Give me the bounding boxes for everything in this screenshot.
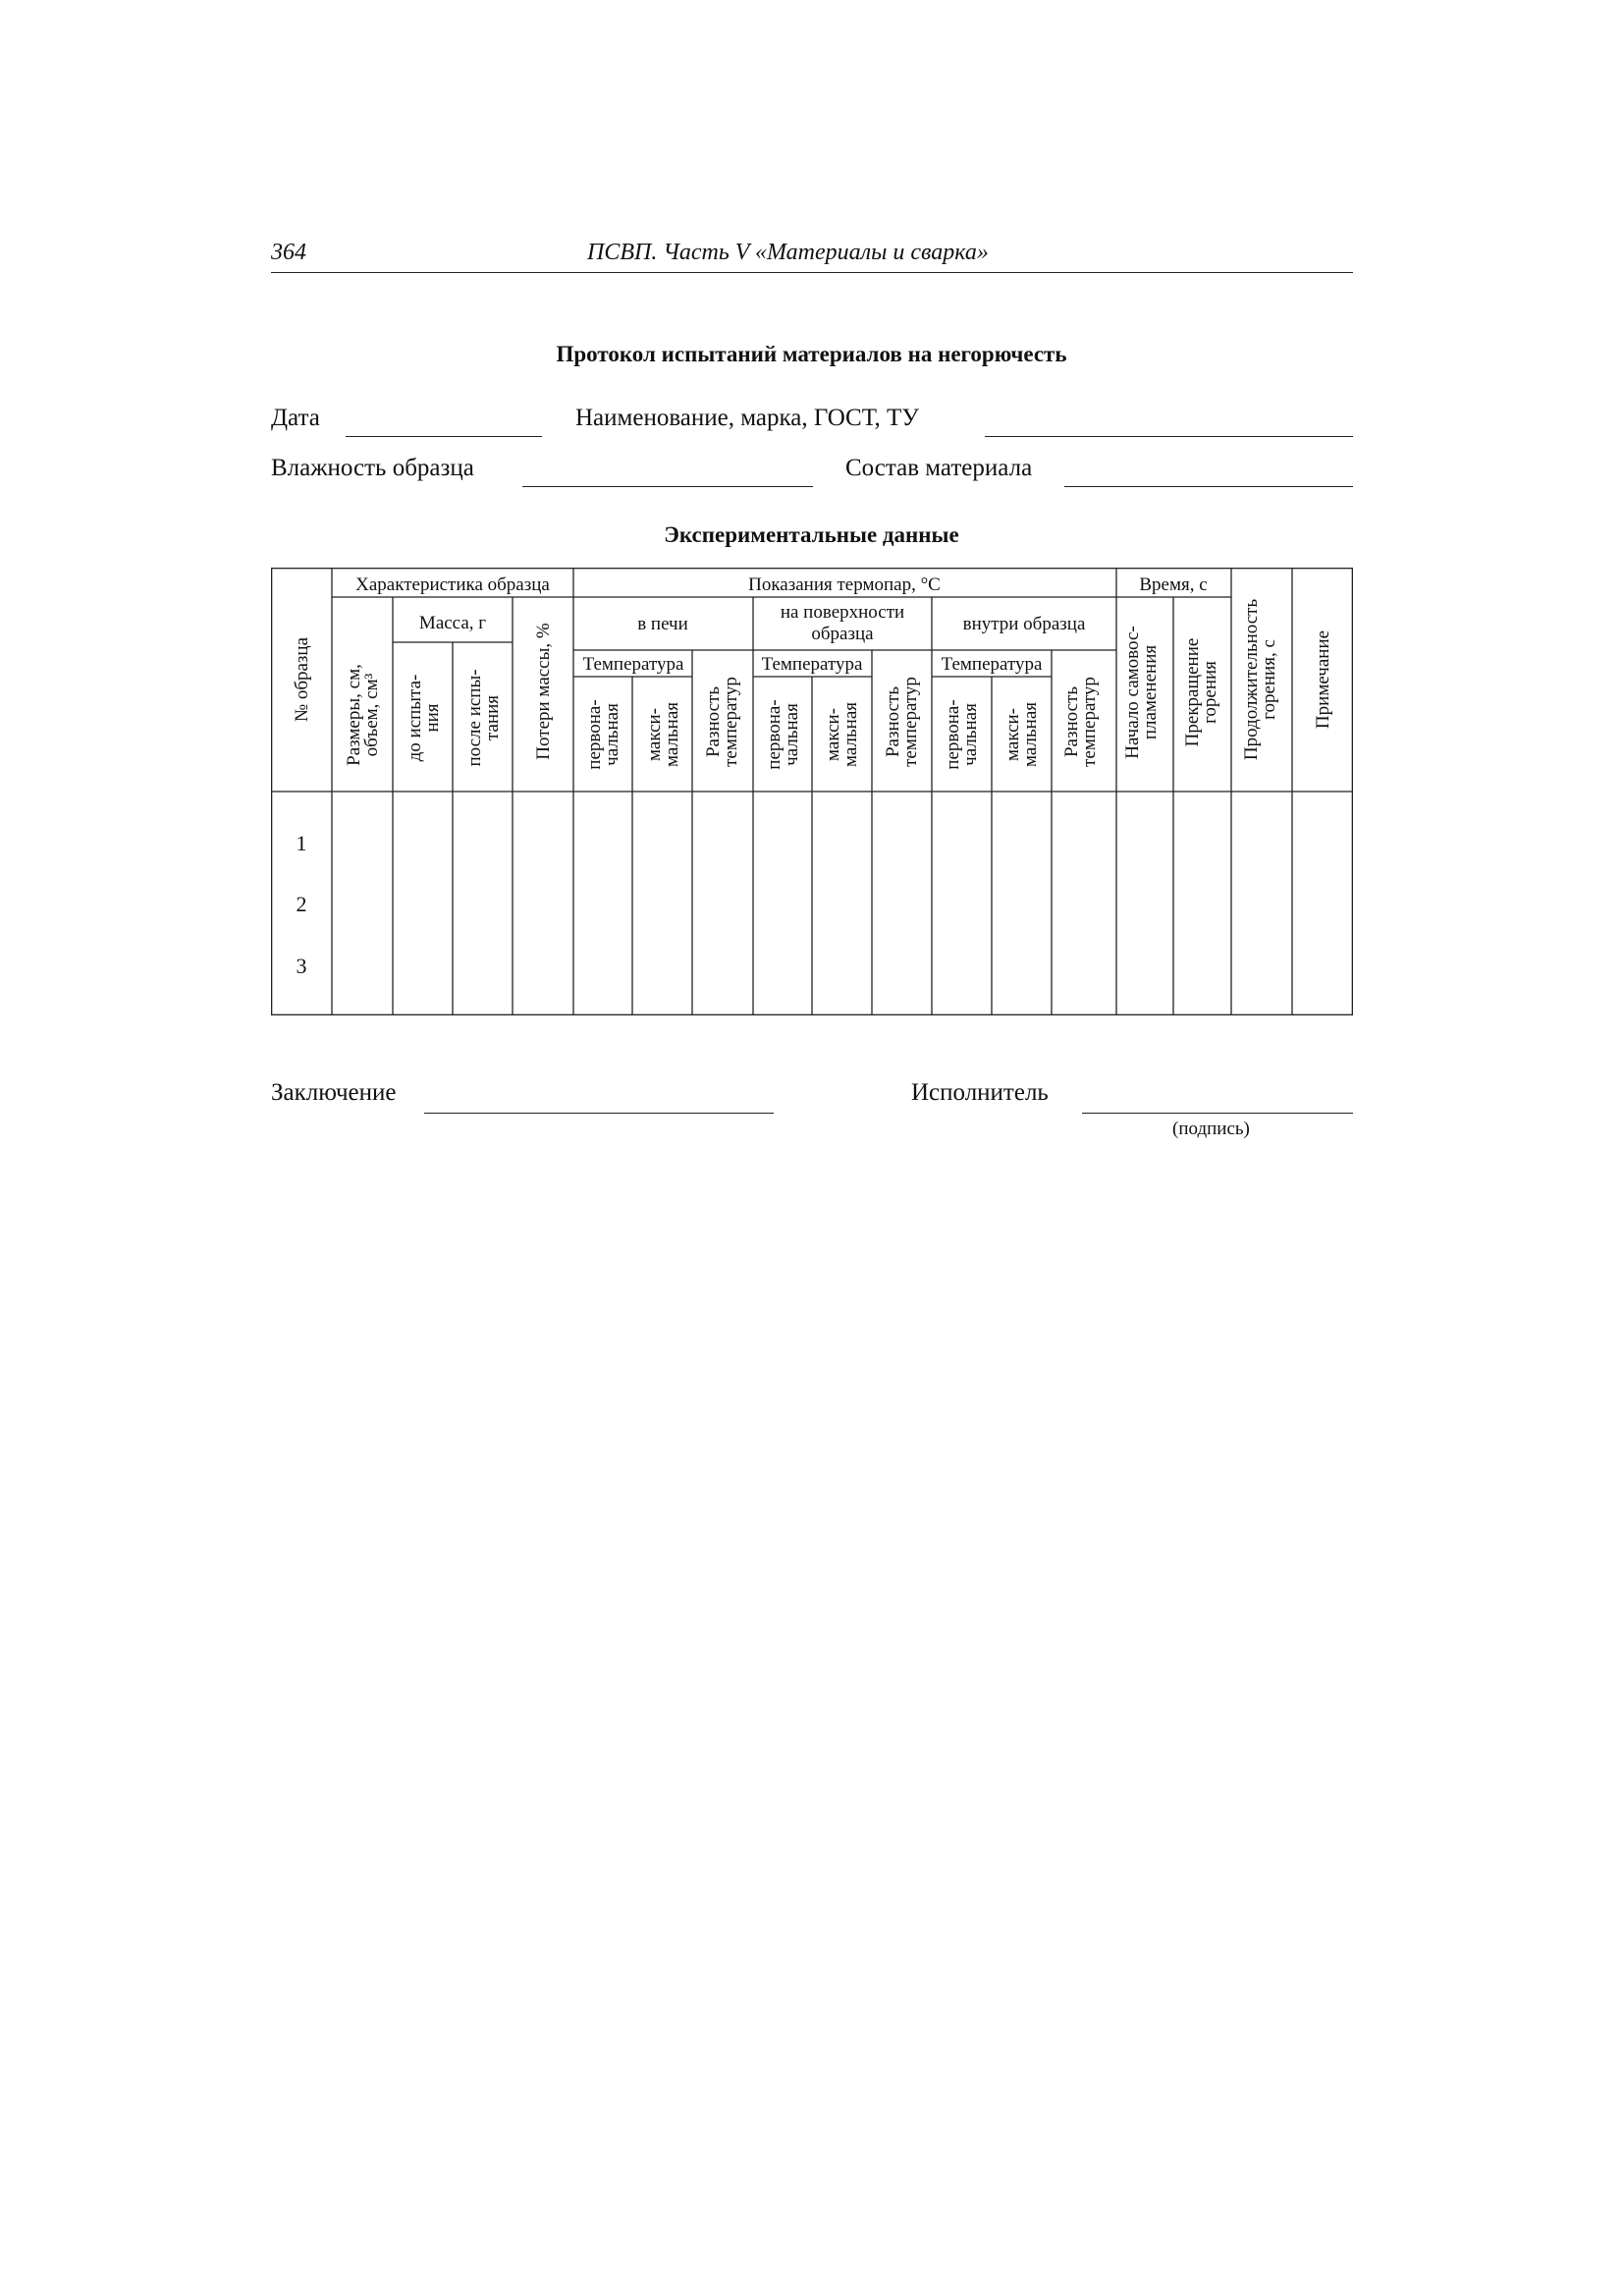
temperature-header-surface: Температура <box>761 654 863 675</box>
oven-diff-line1: Разность <box>703 685 724 758</box>
row-number-1: 1 <box>296 831 307 855</box>
inside-initial-line2: чальная <box>960 703 981 766</box>
oven-initial-line1: первона- <box>584 699 605 770</box>
duration-header-line2: горения, с <box>1259 639 1279 720</box>
inside-maximal-line1: макси- <box>1002 707 1023 762</box>
mass-before-header-line1: до испыта- <box>405 674 425 762</box>
signature-field[interactable] <box>1082 1113 1353 1114</box>
experimental-data-table <box>271 568 1353 1015</box>
duration-header-line1: Продолжительность <box>1241 598 1262 761</box>
surface-maximal-line2: мальная <box>840 702 861 767</box>
surface-diff-line1: Разность <box>883 685 903 758</box>
extinction-header-line1: Прекращение <box>1182 637 1203 747</box>
oven-diff-line2: температур <box>721 677 741 767</box>
dimensions-header-line2: объем, см³ <box>361 673 382 757</box>
signature-caption: (подпись) <box>1172 1119 1250 1139</box>
date-field[interactable] <box>346 436 542 437</box>
inside-maximal-line2: мальная <box>1020 702 1041 767</box>
executor-label: Исполнитель <box>911 1079 1049 1106</box>
temperature-header-oven: Температура <box>582 654 684 675</box>
in-oven-header: в печи <box>637 614 688 634</box>
conclusion-label: Заключение <box>271 1079 397 1106</box>
dimensions-header-line1: Размеры, см, <box>344 664 364 766</box>
extinction-header-line2: горения <box>1200 661 1220 724</box>
surface-maximal-line1: макси- <box>823 707 843 762</box>
form-title: Протокол испытаний материалов на негорючесть <box>556 342 1067 366</box>
surface-initial-line2: чальная <box>782 703 802 766</box>
row-number-3: 3 <box>296 954 307 978</box>
ignition-header-line1: Начало самовос- <box>1122 626 1143 759</box>
on-surface-header-line1: на поверхности <box>780 602 905 623</box>
humidity-label: Влажность образца <box>271 455 474 481</box>
mass-after-header-line2: тания <box>482 694 503 741</box>
surface-initial-line1: первона- <box>764 699 784 770</box>
sample-number-header: № образца <box>292 636 312 723</box>
oven-maximal-line1: макси- <box>644 707 665 762</box>
oven-maximal-line2: мальная <box>662 702 682 767</box>
inside-diff-line1: Разность <box>1061 685 1082 758</box>
temperature-header-inside: Температура <box>941 654 1043 675</box>
header-rule <box>271 272 1353 273</box>
table-caption: Экспериментальные данные <box>664 522 959 547</box>
sample-characteristic-header: Характеристика образца <box>355 574 550 595</box>
composition-field[interactable] <box>1064 486 1353 487</box>
humidity-field[interactable] <box>522 486 813 487</box>
ignition-header-line2: пламенения <box>1140 644 1161 740</box>
mass-loss-header: Потери массы, % <box>533 623 554 760</box>
conclusion-field[interactable] <box>424 1113 774 1114</box>
inside-initial-line1: первона- <box>943 699 963 770</box>
page-number: 364 <box>271 240 306 265</box>
inside-sample-header: внутри образца <box>962 614 1086 634</box>
thermocouple-header: Показания термопар, °С <box>748 574 941 595</box>
name-field[interactable] <box>985 436 1353 437</box>
name-label: Наименование, марка, ГОСТ, ТУ <box>575 405 919 431</box>
composition-label: Состав материала <box>845 455 1033 481</box>
surface-diff-line2: температур <box>900 677 921 767</box>
on-surface-header-line2: образца <box>811 624 874 644</box>
mass-header: Масса, г <box>418 613 487 633</box>
mass-after-header-line1: после испы- <box>464 669 485 767</box>
mass-before-header-line2: ния <box>422 703 443 733</box>
date-label: Дата <box>271 405 320 431</box>
note-header: Примечание <box>1313 629 1333 730</box>
running-title: ПСВП. Часть V «Материалы и сварка» <box>587 240 989 265</box>
row-number-2: 2 <box>296 892 307 916</box>
oven-initial-line2: чальная <box>602 703 622 766</box>
time-header: Время, с <box>1139 574 1208 595</box>
inside-diff-line2: температур <box>1079 677 1100 767</box>
